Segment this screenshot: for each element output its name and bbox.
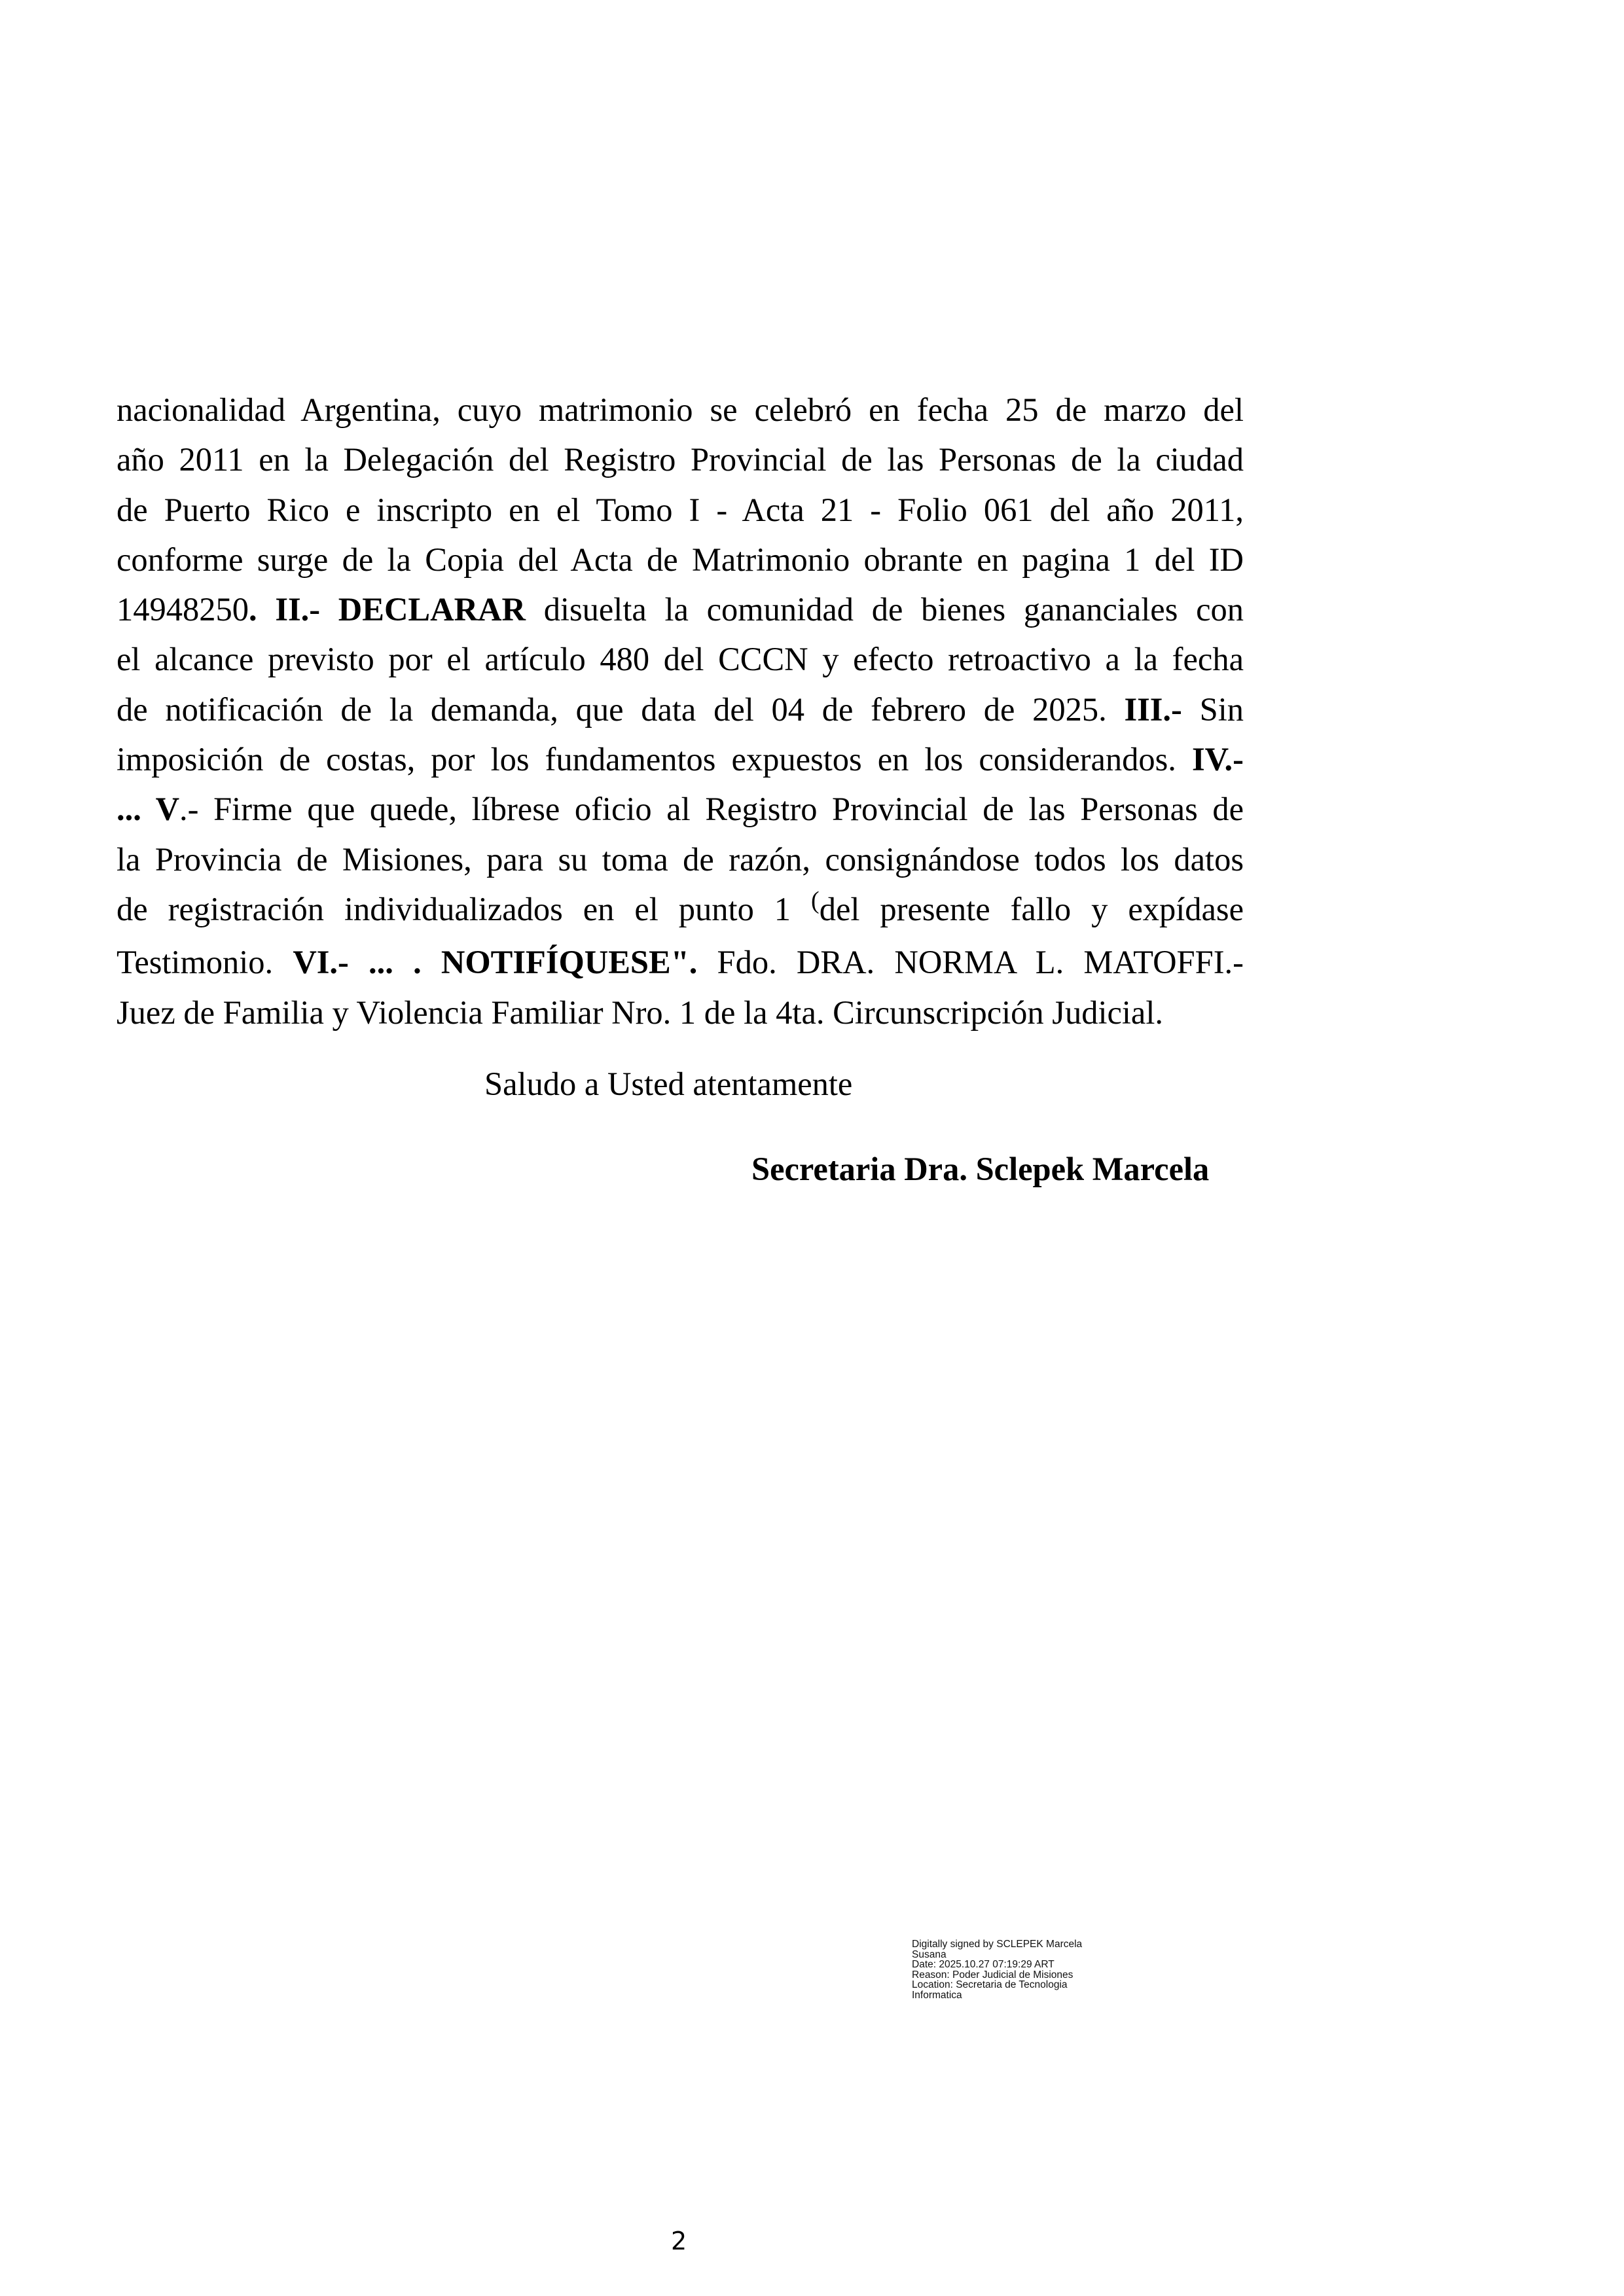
body-text-run: disuelta la comunidad de bienes gananciales con <box>525 591 1244 628</box>
body-line: conforme surge de la Copia del Acta de Matrimonio obrante en pagina 1 del ID <box>117 541 1244 578</box>
body-text-run: de registración individualizados en el punto 1 <box>117 890 812 927</box>
section-v-heading: ... V <box>117 791 180 828</box>
superscript-mark: ( <box>811 886 820 914</box>
body-line: nacionalidad Argentina, cuyo matrimonio se celebró en fecha 25 de marzo del <box>117 391 1244 428</box>
record-id: 14948250 <box>117 591 249 628</box>
signature-line: Informatica <box>912 1989 962 2001</box>
body-line: la Provincia de Misiones, para su toma de razón, consignándose todos los datos <box>117 840 1244 878</box>
closing-greeting: Saludo a Usted atentamente <box>484 1066 853 1102</box>
body-line <box>117 784 1244 834</box>
signature-date: Date: 2025.10.27 07:19:29 ART <box>912 1959 1055 1970</box>
body-text-run: Sin <box>1182 691 1244 728</box>
body-text-run: de notificación de la demanda, que data del 04 de febrero de 2025. <box>117 691 1125 728</box>
section-iv-heading: IV.- <box>1191 741 1244 778</box>
digital-signature-block <box>912 1939 1082 2000</box>
page-number: 2 <box>671 2227 687 2255</box>
body-text-run: .- Firme que quede, líbrese oficio al Registro Provincial de las Personas de <box>179 791 1244 828</box>
signature-reason: Reason: Poder Judicial de Misiones <box>912 1969 1074 1981</box>
signature-line: Susana <box>912 1948 947 1960</box>
body-text-run: del presente fallo y expídase <box>819 890 1244 927</box>
body-line <box>117 584 1244 634</box>
body-line <box>117 734 1244 784</box>
body-line: Juez de Familia y Violencia Familiar Nro. 1 de la 4ta. Circunscripción Judicial. <box>117 994 1163 1031</box>
section-iii-heading: III.- <box>1124 691 1182 728</box>
signature-line: Digitally signed by SCLEPEK Marcela <box>912 1939 1083 1950</box>
signature-location: Location: Secretaria de Tecnologia <box>912 1979 1068 1990</box>
body-line: de Puerto Rico e inscripto en el Tomo I - Acta 21 - Folio 061 del año 2011, <box>117 491 1244 528</box>
section-ii-heading: . II.- DECLARAR <box>249 591 526 628</box>
body-line <box>117 685 1244 734</box>
body-line <box>117 884 1244 937</box>
notify-heading: VI.- ... . NOTIFÍQUESE". <box>293 944 698 981</box>
body-line: año 2011 en la Delegación del Registro Provincial de las Personas de la ciudad <box>117 441 1244 478</box>
body-text-run: imposición de costas, por los fundamentos expuestos en los considerandos. <box>117 741 1192 778</box>
body-text-run: Testimonio. <box>117 944 293 981</box>
body-line <box>117 937 1244 987</box>
body-text-run: Fdo. DRA. NORMA L. MATOFFI.- <box>697 944 1244 981</box>
resolution-body-text <box>117 385 1244 1037</box>
signer-name: Secretaria Dra. Sclepek Marcela <box>751 1151 1210 1187</box>
body-line: el alcance previsto por el artículo 480 del CCCN y efecto retroactivo a la fecha <box>117 641 1244 678</box>
